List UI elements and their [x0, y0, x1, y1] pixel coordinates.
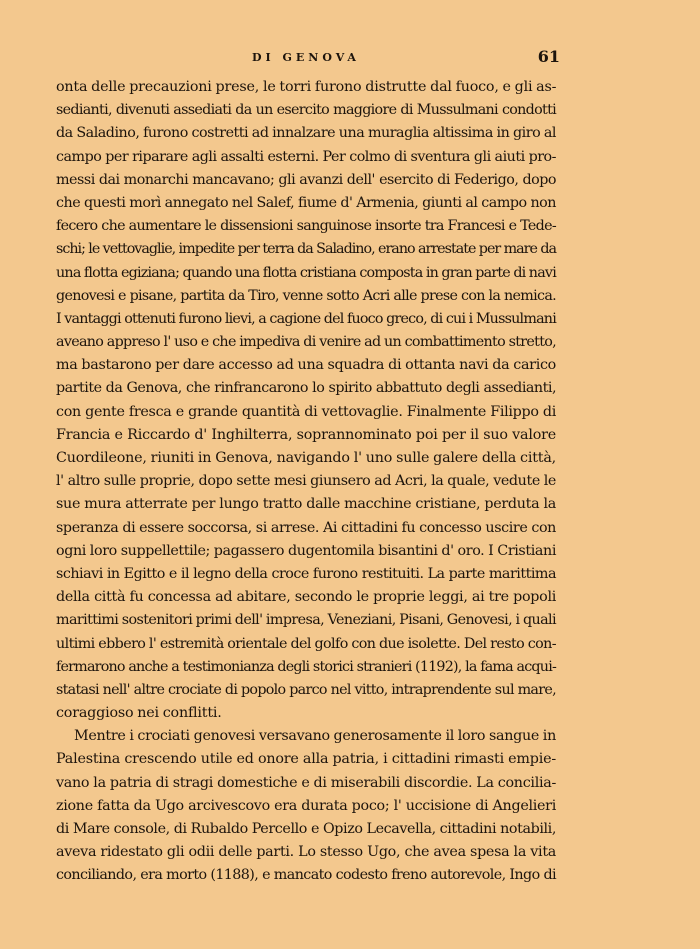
text-line: conciliando, era morto (1188), e mancato codesto freno autorevole, Ingo di: [56, 867, 556, 884]
text-line: da Saladino, furono costretti ad innalzare una muraglia altissima in giro al: [56, 125, 556, 142]
text-line: fecero che aumentare le dissensioni sanguinose insorte tra Francesi e Tede-: [56, 218, 556, 235]
text-line: ultimi ebbero l' estremità orientale del golfo con due isolette. Del resto con-: [56, 635, 556, 652]
running-head: [56, 47, 560, 69]
text-line: genovesi e pisane, partita da Tiro, venne sotto Acri alle prese con la nemica.: [56, 287, 556, 304]
text-line: speranza di essere soccorsa, si arrese. Ai cittadini fu concesso uscire con: [56, 519, 556, 536]
text-line: zione fatta da Ugo arcivescovo era durata poco; l' uccisione di Angelieri: [56, 797, 556, 814]
paragraph-1: [56, 76, 556, 725]
text-line: Mentre i crociati genovesi versavano generosamente il loro sangue in: [74, 728, 556, 745]
text-line: aveano appreso l' uso e che impediva di venire ad un combattimento stretto,: [56, 334, 556, 351]
text-line: campo per riparare agli assalti esterni. Per colmo di sventura gli aiuti pro-: [56, 148, 556, 165]
body-text: [56, 76, 556, 888]
paragraph-2: [56, 725, 556, 887]
running-title: DI GENOVA: [252, 51, 360, 64]
text-line: sue mura atterrate per lungo tratto dalle macchine cristiane, perduta la: [56, 496, 556, 513]
text-line: marittimi sostenitori primi dell' impresa, Veneziani, Pisani, Genovesi, i quali: [56, 612, 556, 629]
text-line: che questi morì annegato nel Salef, fiume d' Armenia, giunti al campo non: [56, 194, 556, 211]
text-line: l' altro sulle proprie, dopo sette mesi giunsero ad Acri, la quale, vedute le: [56, 473, 556, 490]
text-line: Francia e Riccardo d' Inghilterra, soprannominato poi per il suo valore: [56, 426, 556, 443]
text-line: della città fu concessa ad abitare, secondo le proprie leggi, ai tre popoli: [56, 589, 556, 606]
text-line: I vantaggi ottenuti furono lievi, a cagione del fuoco greco, di cui i Mussulmani: [56, 310, 556, 327]
page-number: 61: [537, 47, 560, 66]
text-line: ogni loro suppellettile; pagassero dugentomila bisantini d' oro. I Cristiani: [56, 542, 556, 559]
text-line: una flotta egiziana; quando una flotta cristiana composta in gran parte di navi: [56, 264, 556, 281]
text-line: partite da Genova, che rinfrancarono lo spirito abbattuto degli assedianti,: [56, 380, 556, 397]
text-line: statasi nell' altre crociate di popolo parco nel vitto, intraprendente sul mare,: [56, 681, 556, 698]
text-line: onta delle precauzioni prese, le torri furono distrutte dal fuoco, e gli as-: [56, 79, 557, 95]
text-line: schi; le vettovaglie, impedite per terra da Saladino, erano arrestate per mare da: [56, 241, 556, 258]
text-line: sedianti, divenuti assediati da un esercito maggiore di Mussulmani condotti: [56, 102, 556, 119]
text-line: con gente fresca e grande quantità di vettovaglie. Finalmente Filippo di: [56, 403, 556, 420]
text-line: Cuordileone, riuniti in Genova, navigando l' uno sulle galere della città,: [56, 450, 556, 466]
text-line: messi dai monarchi mancavano; gli avanzi dell' esercito di Federigo, dopo: [56, 171, 556, 188]
text-line: Palestina crescendo utile ed onore alla patria, i cittadini rimasti empie-: [56, 751, 556, 768]
text-line: aveva ridestato gli odii delle parti. Lo stesso Ugo, che avea spesa la vita: [56, 844, 556, 861]
text-line: ma bastarono per dare accesso ad una squadra di ottanta navi da carico: [56, 357, 556, 374]
text-line: coraggioso nei conflitti.: [56, 705, 222, 722]
text-line: di Mare console, di Rubaldo Percello e Opizo Lecavella, cittadini notabili,: [56, 821, 556, 837]
text-line: schiavi in Egitto e il legno della croce furono restituiti. La parte marittima: [56, 565, 556, 582]
text-line: fermarono anche a testimonianza degli storici stranieri (1192), la fama acqui-: [56, 658, 556, 675]
text-line: vano la patria di stragi domestiche e di miserabili discordie. La concilia-: [56, 774, 556, 791]
